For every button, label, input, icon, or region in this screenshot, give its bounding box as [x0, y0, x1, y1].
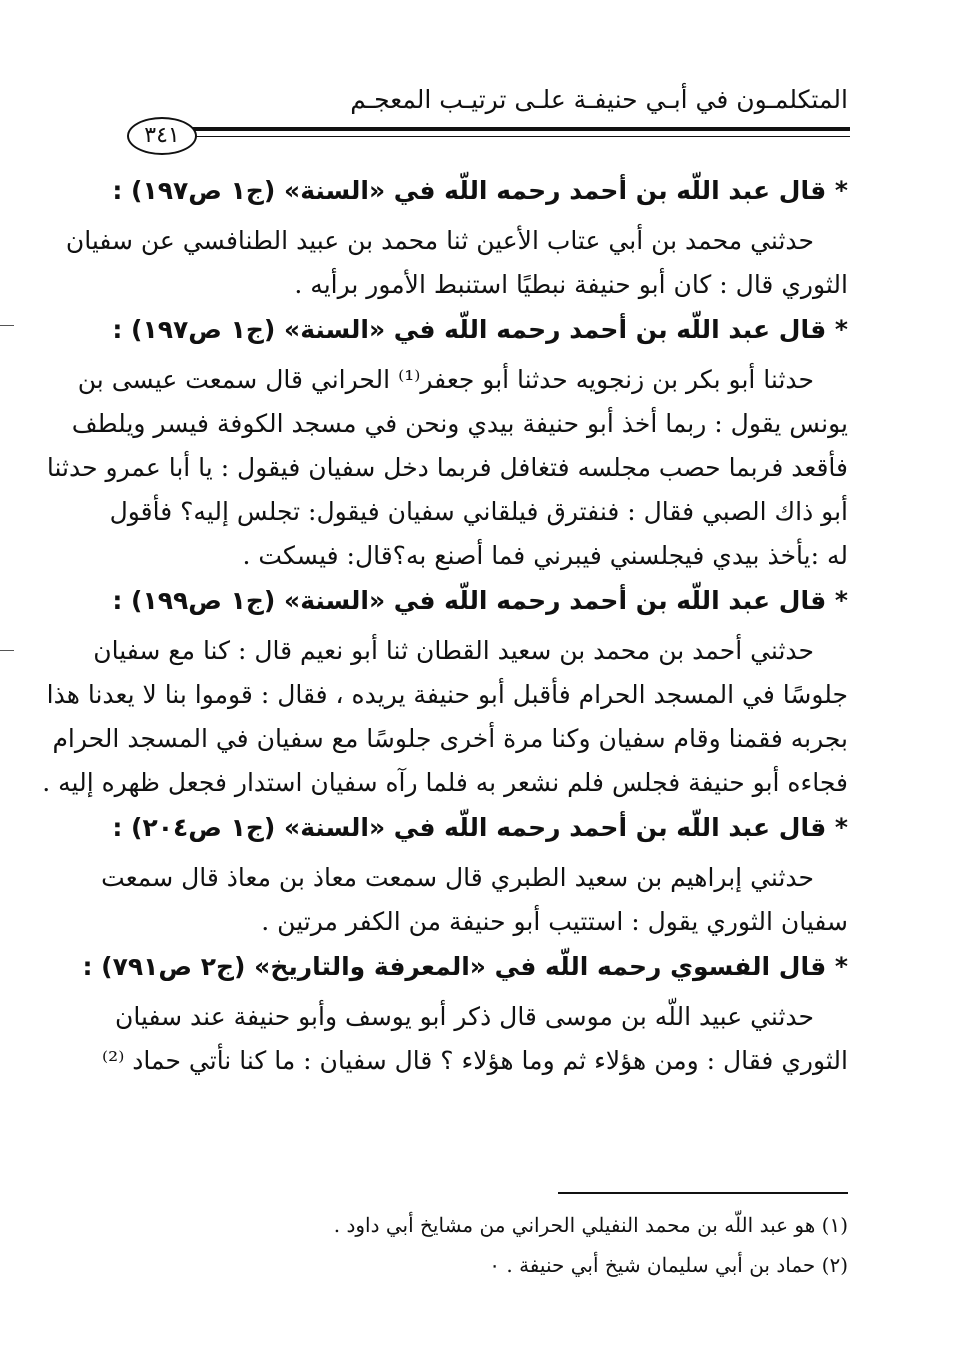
- text-line: فجاءه أبو حنيفة فجلس فلم نشعر به فلما رآه سفيان استدار فجعل ظهره إليه .: [42, 768, 848, 797]
- citation-heading: * قال عبد اللّه بن أحمد رحمه اللّه في «السنة» (ج١ ص٢٠٤) :: [112, 813, 848, 842]
- text-line: حدثنا أبو بكر بن زنجويه حدثنا أبو جعفر⁽¹⁾ الحراني قال سمعت عيسى بن: [77, 365, 814, 394]
- text-line: فأقعد فربما حصب مجلسه فتغافل فربما دخل سفيان فيقول : يا أبا عمرو حدثنا: [46, 453, 848, 482]
- running-title: المتكلمـون في أبـي حنيفـة علـى ترتيـب المعجـم: [350, 85, 848, 114]
- footnote: (١) هو عبد اللّه بن محمد النفيلي الحراني من مشايخ أبي داود .: [333, 1213, 848, 1237]
- text-line: أبو ذاك الصبي فقال : فنفترق فيلقاني سفيان فيقول: تجلس إليه؟ فأقول: [109, 497, 848, 526]
- citation-block: [46, 307, 848, 578]
- citation-block: [101, 805, 848, 944]
- margin-mark: [0, 650, 14, 651]
- citation-heading: * قال الفسوي رحمه اللّه في «المعرفة والتاريخ» (ج٢ ص٧٩١) :: [82, 952, 848, 981]
- footnotes: [130, 1205, 848, 1285]
- text-line: جلوسًا في المسجد الحرام فأقبل أبو حنيفة يريده ، فقال : قوموا بنا لا يعدنا هذا: [46, 680, 848, 709]
- page-number: ٣٤١: [127, 117, 197, 155]
- citation-heading: * قال عبد اللّه بن أحمد رحمه اللّه في «السنة» (ج١ ص١٩٧) :: [112, 315, 848, 344]
- text-line: حدثني إبراهيم بن سعيد الطبري قال سمعت معاذ بن معاذ قال سمعت: [101, 863, 814, 892]
- main-text: [42, 168, 848, 1083]
- text-line: حدثني عبيد اللّه بن موسى قال ذكر أبو يوسف وأبو حنيفة عند سفيان: [115, 1002, 814, 1031]
- citation-block: [82, 944, 848, 1083]
- text-line: بجربه فقمنا وقام سفيان وكنا مرة أخرى جلوسًا مع سفيان في المسجد الحرام: [52, 724, 848, 753]
- text-line: حدثني محمد بن أبي عتاب الأعين ثنا محمد بن عبيد الطنافسي عن سفيان: [65, 226, 814, 255]
- text-line: الثوري فقال : ومن هؤلاء ثم وما هؤلاء ؟ قال سفيان : ما كنا نأتي حماد ⁽²⁾: [102, 1046, 848, 1075]
- text-line: سفيان الثوري يقول : استتيب أبو حنيفة من الكفر مرتين .: [261, 907, 848, 936]
- citation-heading: * قال عبد اللّه بن أحمد رحمه اللّه في «السنة» (ج١ ص١٩٩) :: [112, 586, 848, 615]
- margin-mark: [0, 325, 14, 326]
- text-line: له :يأخذ بيدي فيجلسني فيبرني فما أصنع به؟قال: فيسكت .: [242, 541, 848, 570]
- header-rule-thin: [185, 136, 850, 137]
- citation-block: [42, 578, 848, 805]
- citation-block: [65, 168, 848, 307]
- text-line: حدثني أحمد بن محمد بن سعيد القطان ثنا أبو نعيم قال : كنا مع سفيان: [93, 636, 814, 665]
- text-line: الثوري قال : كان أبو حنيفة نبطيًا استنبط الأمور برأيه .: [294, 270, 848, 299]
- footnote-rule: [558, 1192, 848, 1194]
- text-line: يونس يقول : ربما أخذ أبو حنيفة بيدي ونحن في مسجد الكوفة فيسر ويلطف: [71, 409, 848, 438]
- citation-heading: * قال عبد اللّه بن أحمد رحمه اللّه في «السنة» (ج١ ص١٩٧) :: [112, 176, 848, 205]
- header-rule: [185, 127, 850, 131]
- footnote: (٢) حماد بن أبي سليمان شيخ أبي حنيفة . ۰: [489, 1253, 848, 1277]
